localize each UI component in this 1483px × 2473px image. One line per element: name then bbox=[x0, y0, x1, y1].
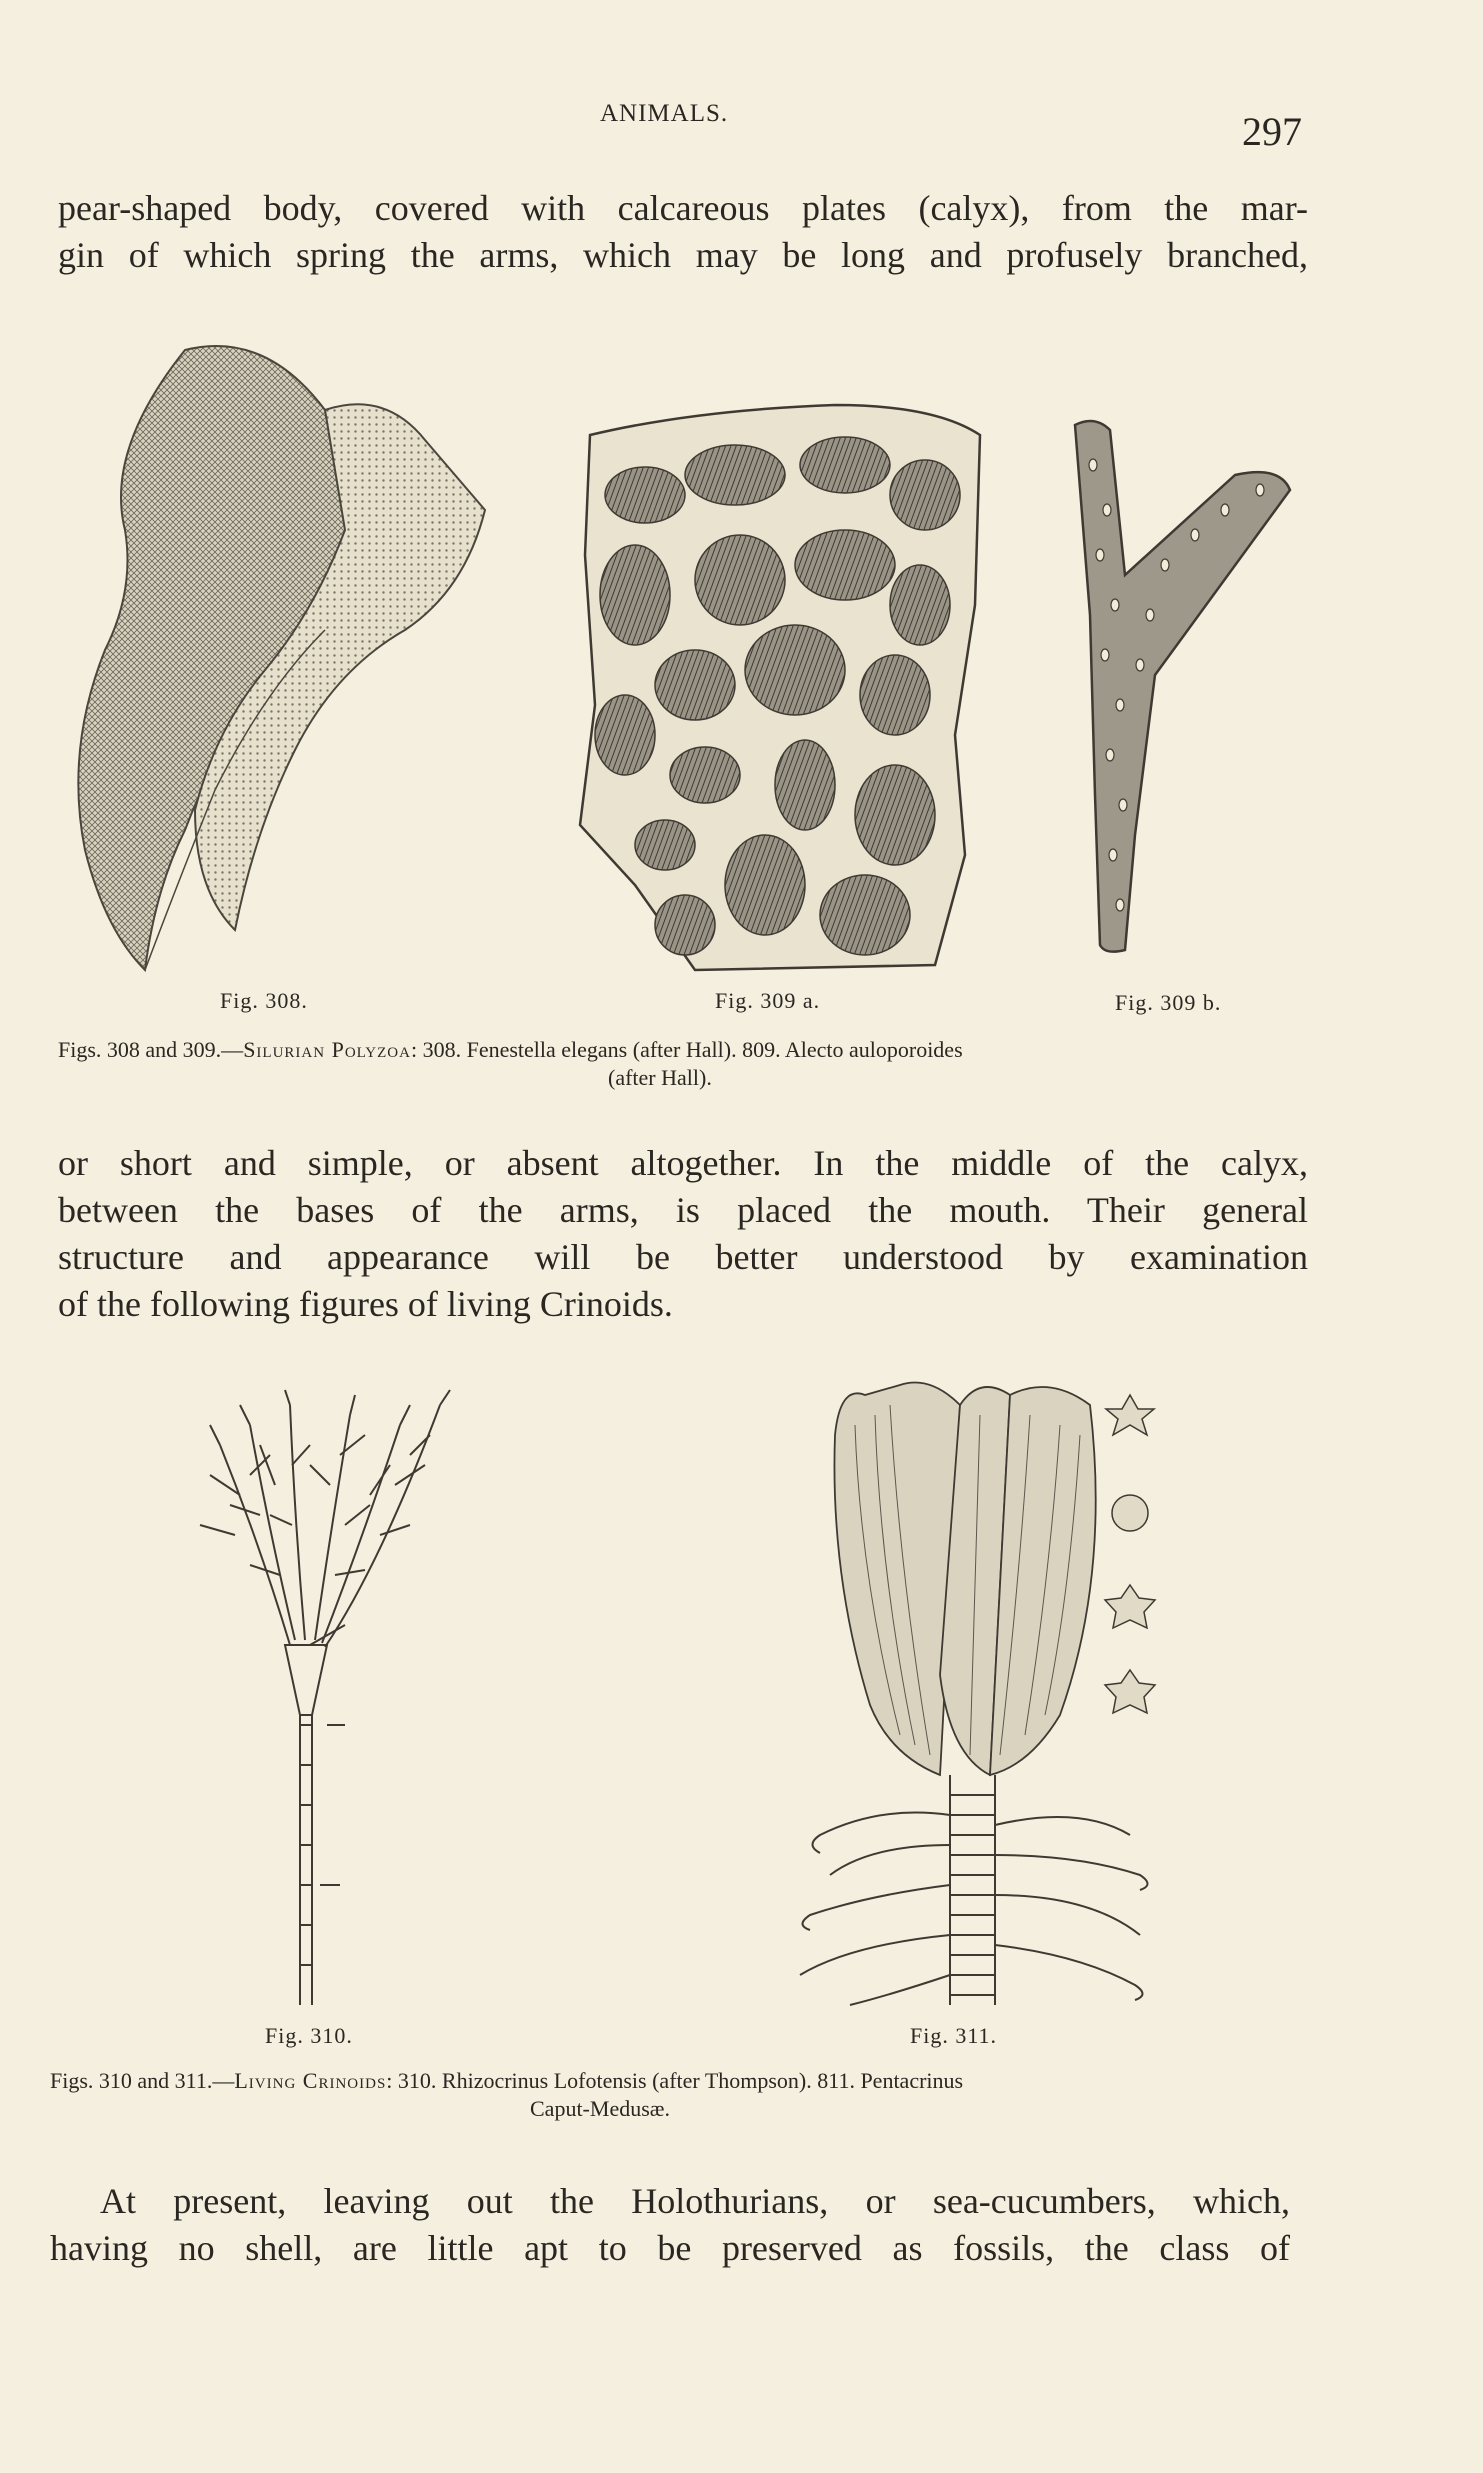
paragraph-line: between the bases of the arms, is placed the mouth. Their general bbox=[58, 1190, 1308, 1230]
running-header: ANIMALS. bbox=[600, 100, 729, 127]
paragraph-1 bbox=[58, 185, 1308, 279]
paragraph-line: structure and appearance will be better understood by examination bbox=[58, 1237, 1308, 1277]
caption-text-line2: Caput-Medusæ. bbox=[530, 2096, 670, 2121]
figure-caption-310-311 bbox=[50, 2067, 1310, 2123]
page-number: 297 bbox=[1242, 109, 1302, 154]
paragraph-3 bbox=[50, 2178, 1290, 2272]
figure-311-illustration bbox=[790, 1375, 1170, 2015]
paragraph-line: gin of which spring the arms, which may be long and profusely branched, bbox=[58, 235, 1308, 275]
paragraph-line: pear-shaped body, covered with calcareous plates (calyx), from the mar- bbox=[58, 188, 1308, 228]
paragraph-2 bbox=[58, 1140, 1308, 1328]
caption-text: : 308. Fenestella elegans (after Hall). 809. Alecto auloporoides bbox=[410, 1037, 963, 1062]
paragraph-line: having no shell, are little apt to be preserved as fossils, the class of bbox=[50, 2228, 1290, 2268]
paragraph-line: At present, leaving out the Holothurians, or sea-cucumbers, which, bbox=[100, 2181, 1290, 2221]
figure-caption-308-309 bbox=[58, 1036, 1308, 1092]
caption-text: : 310. Rhizocrinus Lofotensis (after Thompson). 811. Pentacrinus bbox=[386, 2068, 964, 2093]
figure-309b-illustration bbox=[1065, 415, 1295, 955]
paragraph-line: of the following figures of living Crinoids. bbox=[58, 1284, 673, 1324]
paragraph-line: or short and simple, or absent altogether. In the middle of the calyx, bbox=[58, 1143, 1308, 1183]
figure-label-311: Fig. 311. bbox=[910, 2023, 998, 2048]
figure-310-illustration bbox=[180, 1385, 460, 2005]
caption-text-line2: (after Hall). bbox=[608, 1065, 712, 1090]
caption-lead: Figs. 310 and 311.— bbox=[50, 2068, 235, 2093]
caption-title: Silurian Polyzoa bbox=[243, 1037, 411, 1062]
figure-309a-illustration bbox=[575, 405, 985, 975]
caption-title: Living Crinoids bbox=[234, 2068, 387, 2093]
figure-308-illustration bbox=[65, 330, 495, 980]
figure-label-309a: Fig. 309 a. bbox=[715, 988, 821, 1013]
figure-label-310: Fig. 310. bbox=[265, 2023, 353, 2048]
figure-label-309b: Fig. 309 b. bbox=[1115, 990, 1222, 1015]
figure-label-308: Fig. 308. bbox=[220, 988, 308, 1013]
caption-lead: Figs. 308 and 309.— bbox=[58, 1037, 244, 1062]
